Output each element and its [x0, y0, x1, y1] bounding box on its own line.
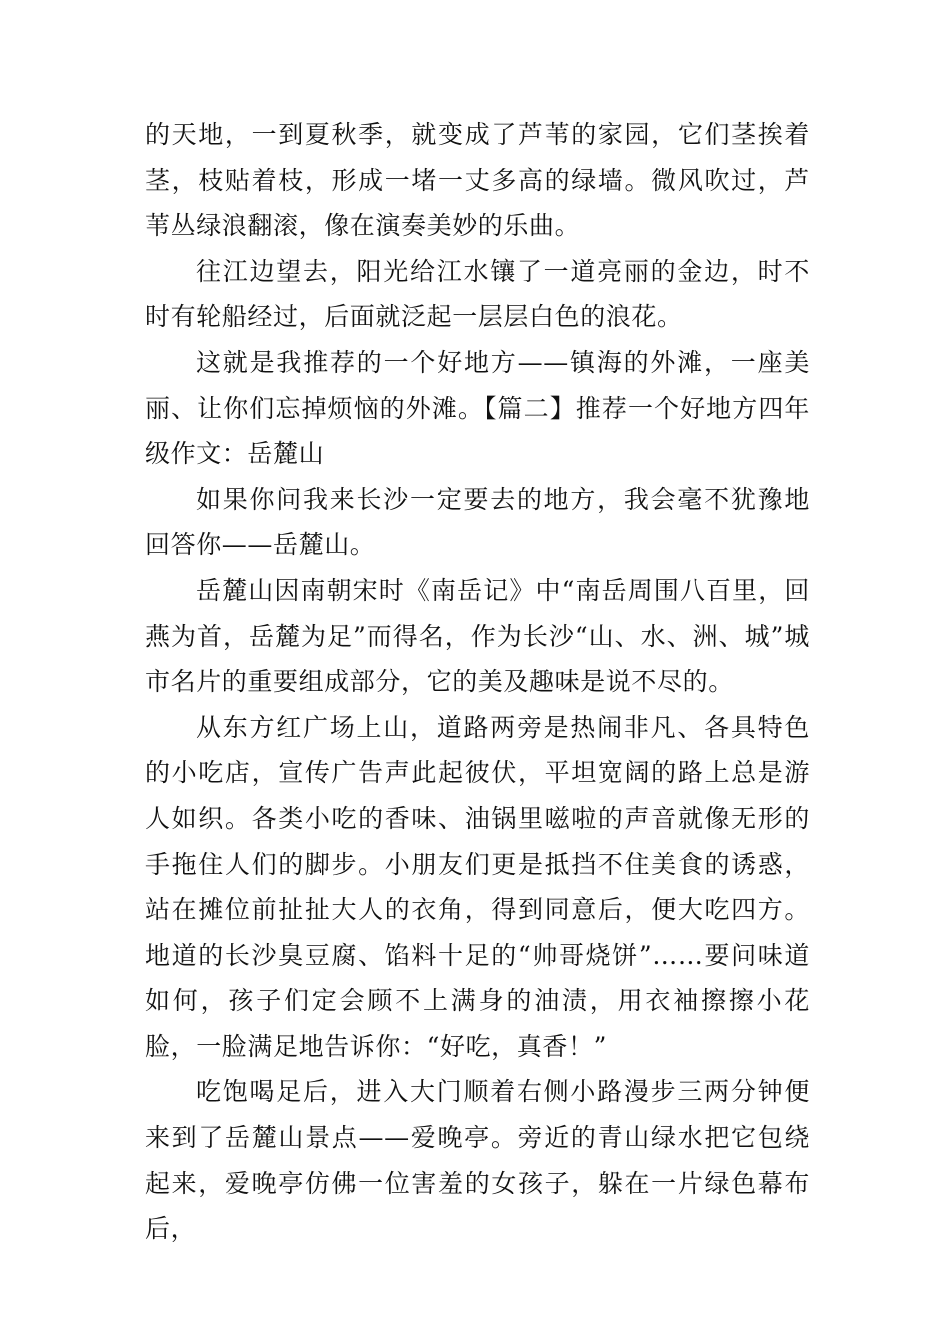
paragraph-snack-street: 从东方红广场上山，道路两旁是热闹非凡、各具特色的小吃店，宣传广告声此起彼伏，平坦宽阔的路上总是游人如织。各类小吃的香味、油锅里嗞啦的声音就像无形的手拖住人们的脚步。小朋友们更是抵挡不住美食的诱惑，站在摊位前扯扯大人的衣角，得到同意后，便大吃四方。地道的长沙臭豆腐、馅料十足的“帅哥烧饼”……要问味道如何，孩子们定会顾不上满身的油渍，用衣袖擦擦小花脸，一脸满足地告诉你：“好吃，真香！” [145, 712, 810, 1061]
paragraph-river-view: 往江边望去，阳光给江水镶了一道亮丽的金边，时不时有轮船经过，后面就泛起一层层白色的浪花。 [145, 256, 810, 332]
paragraph-continuation: 的天地，一到夏秋季，就变成了芦苇的家园，它们茎挨着茎，枝贴着枝，形成一堵一丈多高的绿墙。微风吹过，芦苇丛绿浪翻滚，像在演奏美妙的乐曲。 [145, 120, 810, 241]
paragraph-recommendation-summary: 这就是我推荐的一个好地方——镇海的外滩，一座美丽、让你们忘掉烦恼的外滩。【篇二】推荐一个好地方四年级作文：岳麓山 [145, 347, 810, 469]
document-body [145, 112, 810, 1252]
paragraph-yuelu-name-origin: 岳麓山因南朝宋时《南岳记》中“南岳周围八百里，回燕为首，岳麓为足”而得名，作为长沙“山、水、洲、城”城市名片的重要组成部分，它的美及趣味是说不尽的。 [145, 575, 810, 697]
paragraph-aiwan-pavilion: 吃饱喝足后，进入大门顺着右侧小路漫步三两分钟便来到了岳麓山景点——爱晚亭。旁近的青山绿水把它包绕起来，爱晚亭仿佛一位害羞的女孩子，躲在一片绿色幕布后， [145, 1077, 810, 1244]
paragraph-yuelu-intro: 如果你问我来长沙一定要去的地方，我会毫不犹豫地回答你——岳麓山。 [145, 484, 810, 560]
